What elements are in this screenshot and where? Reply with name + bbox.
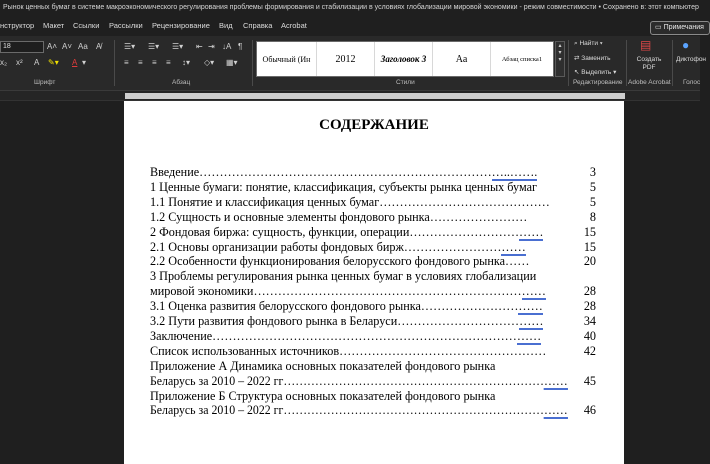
toc-leader-dots-marked: …… xyxy=(519,224,544,239)
toc-leader-dots-marked: …… xyxy=(543,403,568,418)
toc-entry-text: мировой экономики xyxy=(150,284,254,299)
grow-font-icon[interactable]: A˄ xyxy=(47,42,58,51)
toc-entry[interactable] xyxy=(150,165,537,179)
increase-indent-icon[interactable]: ⇥ xyxy=(208,42,215,51)
toc-leader-dots: …… xyxy=(505,254,530,269)
font-size-input[interactable]: 18 xyxy=(0,41,44,53)
toc-page-number: 5 xyxy=(589,194,596,209)
toc-leader-dots-marked: …… xyxy=(516,328,542,343)
toc-entry[interactable] xyxy=(150,359,495,373)
toc-entry[interactable] xyxy=(150,344,546,358)
borders-icon[interactable]: ▦▾ xyxy=(226,58,238,67)
divider xyxy=(626,40,627,86)
tab-help[interactable]: Справка xyxy=(243,21,273,30)
toc-entry[interactable] xyxy=(150,374,568,388)
toc-page-number: 15 xyxy=(583,224,596,239)
toc-page-number: 5 xyxy=(589,179,596,194)
comments-button[interactable] xyxy=(650,21,710,35)
tab-constructor[interactable]: нструктор xyxy=(0,21,35,30)
style-2012[interactable]: 2012 xyxy=(317,42,375,76)
styles-scroll[interactable]: ▴ ▾ ▾ xyxy=(555,41,565,77)
toc-entry-text: 3.2 Пути развития фондового рынка в Беларуси xyxy=(150,314,398,328)
toc-entry[interactable] xyxy=(150,403,568,417)
styles-gallery xyxy=(256,41,554,77)
comments-button-label: Примечания xyxy=(663,24,704,31)
find-label: Найти xyxy=(579,40,599,47)
toc-entry[interactable] xyxy=(150,389,495,403)
style-normal[interactable]: Обычный (Ин xyxy=(257,42,317,76)
document-page[interactable] xyxy=(124,101,624,464)
toc-entry-text: 3 Проблемы регулирования рынка ценных бумаг в условиях глобализации xyxy=(150,269,537,284)
replace-button[interactable] xyxy=(574,54,610,62)
toc-leader-dots: ………………………………………………………………… xyxy=(212,328,517,343)
numbering-icon[interactable]: ☰▾ xyxy=(148,42,160,51)
toc-page-number: 28 xyxy=(583,284,596,299)
align-right-icon[interactable]: ≡ xyxy=(152,58,157,67)
toc-page-number: 28 xyxy=(583,299,596,314)
toc-entry-text: 2.2 Особенности функционирования белорусского фондового рынка xyxy=(150,254,506,269)
toc-leader-dots-marked: …… xyxy=(543,373,568,388)
bullets-icon[interactable]: ☰▾ xyxy=(124,42,136,51)
shading-icon[interactable]: ◇▾ xyxy=(204,58,215,67)
ruler-page-area xyxy=(125,93,625,99)
font-color-dropdown-icon[interactable]: ▾ xyxy=(82,58,87,67)
create-pdf-label[interactable]: Создать PDF xyxy=(636,56,662,71)
pdf-icon[interactable]: ▤ xyxy=(640,38,652,52)
toc-entry[interactable] xyxy=(150,254,529,268)
toc-page-number: 42 xyxy=(583,343,596,358)
divider xyxy=(672,40,673,86)
toc-entry[interactable] xyxy=(150,210,527,224)
toc-entry[interactable] xyxy=(150,225,543,239)
align-left-icon[interactable]: ≡ xyxy=(124,58,129,67)
toc-leader-dots: …………………… xyxy=(403,239,502,254)
divider xyxy=(252,40,253,86)
change-case-icon[interactable]: Aa xyxy=(78,42,88,51)
toc-entry-text: Список использованных источников xyxy=(150,343,340,358)
toc-entry[interactable] xyxy=(150,180,537,194)
toc-entry-text: Заключение xyxy=(150,328,213,343)
toc-leader-dots: ………………………………………………………… xyxy=(283,403,544,418)
toc-leader-dots-marked: …… xyxy=(519,314,544,328)
horizontal-ruler[interactable] xyxy=(0,91,700,101)
toc-entry[interactable] xyxy=(150,299,543,313)
toc-entry-text: 1.2 Сущность и основные элементы фондового рынка xyxy=(150,209,430,224)
clear-format-icon[interactable]: A̸ xyxy=(96,42,102,51)
toc-entry[interactable] xyxy=(150,284,546,298)
align-center-icon[interactable]: ≡ xyxy=(138,58,143,67)
ribbon-tabs xyxy=(0,16,700,36)
select-label: Выделить xyxy=(581,69,612,76)
toc-leader-dots: ………………………………………………………… xyxy=(283,373,544,388)
pilcrow-icon[interactable]: ¶ xyxy=(238,42,243,51)
toc-page-number: 34 xyxy=(583,314,596,328)
select-button[interactable]: ↖ Выделить ▾ xyxy=(574,69,617,76)
toc-entry-text: 2 Фондовая биржа: сущность, функции, операции xyxy=(150,224,410,239)
tab-view[interactable]: Вид xyxy=(219,21,233,30)
microphone-icon[interactable]: ● xyxy=(682,38,690,52)
group-font-label: Шрифт xyxy=(34,79,56,86)
style-aa[interactable]: Аа xyxy=(433,42,491,76)
toc-page-number: 15 xyxy=(583,239,596,254)
toc-entry[interactable] xyxy=(150,269,536,283)
toc-leader-dots-marked: …..……. xyxy=(491,165,538,179)
toc-entry-text: Беларусь за 2010 – 2022 гг xyxy=(150,403,284,418)
tab-references[interactable]: Ссылки xyxy=(73,21,100,30)
sort-icon[interactable]: ↓A xyxy=(222,42,232,51)
style-list-paragraph[interactable]: Абзац списка1 xyxy=(501,55,543,63)
divider xyxy=(568,40,569,86)
comment-icon: ▭ xyxy=(655,24,664,31)
toc-leader-dots-marked: …… xyxy=(501,239,526,254)
group-paragraph-label: Абзац xyxy=(172,79,191,86)
toc-leader-dots: …………………… xyxy=(420,299,519,314)
toc-leader-dots: ………………………………………………………… xyxy=(253,284,522,299)
toc-entry-text: Приложение А Динамика основных показателей фондового рынка xyxy=(150,358,496,373)
highlight-icon[interactable]: ✎▾ xyxy=(48,58,59,67)
subscript-icon[interactable]: x₂ xyxy=(0,58,8,67)
group-voice-label: Голос xyxy=(683,79,701,86)
tab-review[interactable]: Рецензирование xyxy=(152,21,210,30)
justify-icon[interactable]: ≡ xyxy=(166,58,171,67)
toc-leader-dots: …………………… xyxy=(429,209,528,224)
toc-page-number: 46 xyxy=(583,403,596,418)
group-acrobat-label: Adobe Acrobat xyxy=(628,79,671,86)
toc-page-number: 40 xyxy=(583,328,596,343)
toc-entry[interactable] xyxy=(150,314,543,328)
toc-entry-text: Беларусь за 2010 – 2022 гг xyxy=(150,373,284,388)
superscript-icon[interactable]: x² xyxy=(16,58,23,67)
toc-entry[interactable] xyxy=(150,240,526,254)
toc-entry-text: Введение xyxy=(150,165,200,179)
toc-page-number: 3 xyxy=(589,165,596,179)
toc-entry-text: 1.1 Понятие и классификация ценных бумаг xyxy=(150,194,380,209)
font-color-icon[interactable]: A xyxy=(72,58,78,67)
toc-entry[interactable] xyxy=(150,195,550,209)
toc-entry-text: 1 Ценные бумаги: понятие, классификация, субъекты рынка ценных бумаг xyxy=(150,179,537,194)
toc-entry-text: 2.1 Основы организации работы фондовых бирж xyxy=(150,239,404,254)
text-effects-icon[interactable]: A xyxy=(34,58,40,67)
toc-leader-dots-marked: …… xyxy=(521,284,546,299)
find-button[interactable]: ⌕ Найти ▾ xyxy=(574,40,603,47)
toc-entry-text: Приложение Б Структура основных показателей фондового рынка xyxy=(150,388,496,403)
toc-leader-dots: …………………………………………… xyxy=(339,343,547,358)
document-title: СОДЕРЖАНИЕ xyxy=(319,117,429,133)
dictate-label[interactable]: Диктофон xyxy=(676,56,707,63)
toc-page-number: 8 xyxy=(589,209,596,224)
replace-label: Заменить xyxy=(581,55,611,62)
style-heading-3[interactable]: Заголовок 3 xyxy=(375,42,433,76)
toc-leader-dots: ……………………… xyxy=(409,224,520,239)
cursor-icon: ↖ xyxy=(574,69,582,76)
search-icon: ⌕ xyxy=(574,40,580,47)
line-spacing-icon[interactable]: ↕▾ xyxy=(182,58,191,67)
toc-page-number: 20 xyxy=(583,254,596,269)
tab-layout[interactable]: Макет xyxy=(43,21,65,30)
shrink-font-icon[interactable]: A˅ xyxy=(62,42,73,51)
multilevel-list-icon[interactable]: ☰▾ xyxy=(172,42,184,51)
toc-entry[interactable] xyxy=(150,329,541,343)
replace-icon: ⇄ xyxy=(574,55,582,62)
tab-mailings[interactable]: Рассылки xyxy=(109,21,143,30)
group-editing-label: Редактирование xyxy=(573,79,623,86)
decrease-indent-icon[interactable]: ⇤ xyxy=(196,42,203,51)
toc-leader-dots: ………………………… xyxy=(397,314,520,328)
toc-page-number: 45 xyxy=(583,373,596,388)
tab-acrobat[interactable]: Acrobat xyxy=(281,21,307,30)
toc-leader-dots-marked: …… xyxy=(518,299,543,314)
toc-entry-text: 3.1 Оценка развития белорусского фондового рынка xyxy=(150,299,421,314)
window-title: Рынок ценных бумаг в системе макроэкономического регулирования проблемы формирования и стабилизации в условиях глобализации мировой экономики - режим совместимости • Сохранено в: этот компьютер xyxy=(0,0,700,16)
divider xyxy=(114,40,115,86)
toc-leader-dots: …………………………………… xyxy=(379,194,550,209)
group-styles-label: Стили xyxy=(396,79,415,86)
toc-leader-dots: ……………………………………………………………… xyxy=(199,165,492,179)
